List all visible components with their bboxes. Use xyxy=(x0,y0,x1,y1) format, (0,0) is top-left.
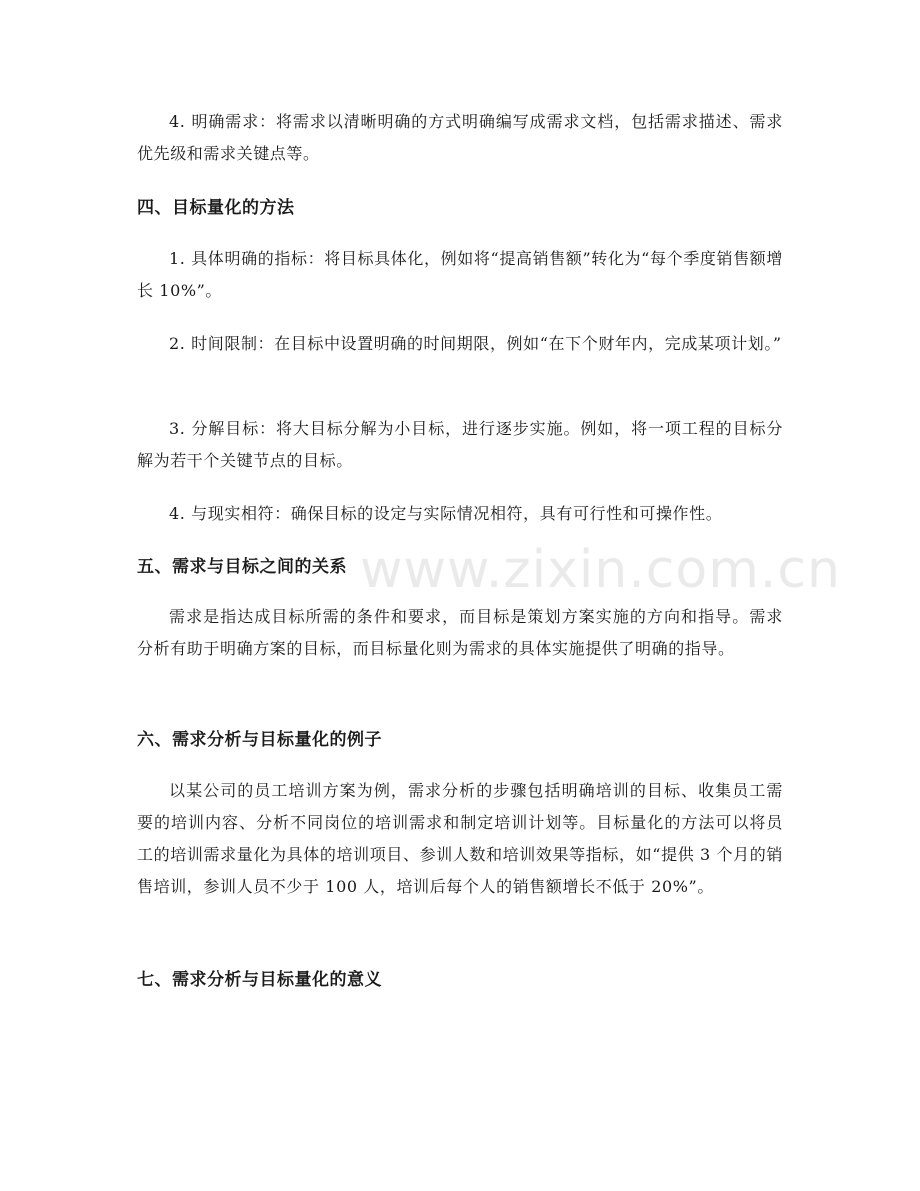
paragraph-text: 3. 分解目标：将大目标分解为小目标，进行逐步实施。例如，将一项工程的目标分解为若干个关键节点的目标。 xyxy=(137,419,783,470)
paragraph-example xyxy=(137,775,783,903)
paragraph-goal-2 xyxy=(137,328,783,360)
section-heading: 五、需求与目标之间的关系 xyxy=(137,557,347,577)
watermark: www.zixin.com.cn xyxy=(360,540,841,600)
paragraph-text: 需求是指达成目标所需的条件和要求，而目标是策划方案实施的方向和指导。需求分析有助于明确方案的目标，而目标量化则为需求的具体实施提供了明确的指导。 xyxy=(137,607,783,658)
heading-section-6 xyxy=(137,726,783,754)
section-heading: 四、目标量化的方法 xyxy=(137,198,295,218)
paragraph-relationship xyxy=(137,601,783,665)
section-heading: 六、需求分析与目标量化的例子 xyxy=(137,730,382,750)
paragraph-goal-3 xyxy=(137,413,783,477)
paragraph-text: 4. 与现实相符：确保目标的设定与实际情况相符，具有可行性和可操作性。 xyxy=(169,504,723,523)
paragraph-goal-4 xyxy=(137,498,783,530)
paragraph-text: 1. 具体明确的指标：将目标具体化，例如将“提高销售额”转化为“每个季度销售额增长 10%”。 xyxy=(137,249,783,300)
paragraph-text: 2. 时间限制：在目标中设置明确的时间期限，例如“在下个财年内，完成某项计划。” xyxy=(169,334,782,353)
section-heading: 七、需求分析与目标量化的意义 xyxy=(137,970,382,990)
heading-section-4 xyxy=(137,194,783,222)
paragraph-text: 以某公司的员工培训方案为例，需求分析的步骤包括明确培训的目标、收集员工需要的培训内容、分析不同岗位的培训需求和制定培训计划等。目标量化的方法可以将员工的培训需求量化为具体的培训项目、参训人数和培训效果等指标，如“提供 3 个月的销售培训，参训人员不少于 100 人，培训后每个人的销售额增长不低于 20%”。 xyxy=(137,781,783,896)
paragraph-text: 4. 明确需求：将需求以清晰明确的方式明确编写成需求文档，包括需求描述、需求优先级和需求关键点等。 xyxy=(137,112,783,163)
paragraph-goal-1 xyxy=(137,243,783,307)
heading-section-7 xyxy=(137,966,783,994)
paragraph-need-4 xyxy=(137,106,783,170)
